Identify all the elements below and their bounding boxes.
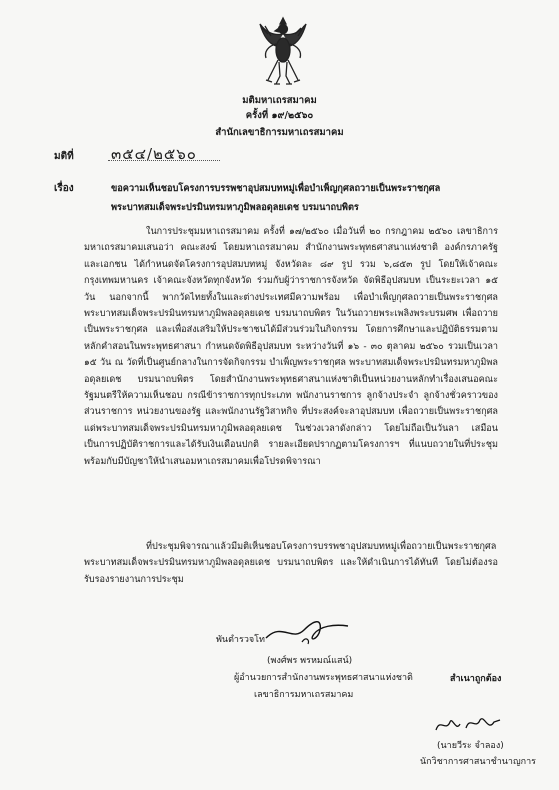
certified-label: สำเนาถูกต้อง (450, 674, 502, 684)
body-paragraph-1: ในการประชุมมหาเถรสมาคม ครั้งที่ ๑๗/๒๕๖๐ เมื่อวันที่ ๒๐ กรกฎาคม ๒๕๖๐ เลขาธิการมหาเถรสมาคมเสนอว่า คณะสงฆ์ โดยมหาเถรสมาคม สำนักงานพระพุทธศาสนาแห่งชาติ องค์กรภาครัฐ และเอกชน ได้กำหนดจัดโครงการอุปสมบทหมู่ จังหวัดละ ๘๙ รูป รวม ๖,๘๕๓ รูป โดยให้เจ้าคณะกรุงเทพมหานคร เจ้าคณะจังหวัดทุกจังหวัด ร่วมกับผู้ว่าราชการจังหวัด จัดพิธีอุปสมบท เป็นระยะเวลา ๑๕ วัน นอกจากนี้ พากวัดไทยทั้งในและต่างประเทศมีความพร้อม เพื่อบำเพ็ญกุศลถวายเป็นพระราชกุศล พระบาทสมเด็จพระปรมินทรมหาภูมิพลอดุลยเดช บรมนาถบพิตร ในวันถวายพระเพลิงพระบรมศพ เพื่อถวายเป็นพระราชกุศล และเพื่อส่งเสริมให้ประชาชนได้มีส่วนร่วมในกิจกรรม โดยการศึกษาและปฏิบัติธรรมตามหลักคำสอนในพระพุทธศาสนา กำหนดจัดพิธีอุปสมบท ระหว่างวันที่ ๑๖ - ๓๐ ตุลาคม ๒๕๖๐ รวมเป็นเวลา ๑๕ วัน ณ วัดที่เป็นศูนย์กลางในการจัดกิจกรรม บำเพ็ญพระราชกุศล พระบาทสมเด็จพระปรมินทรมหาภูมิพลอดุลยเดช บรมนาถบพิตร โดยสำนักงานพระพุทธศาสนาแห่งชาติเป็นหน่วยงานหลักทำเรื่องเสนอคณะรัฐมนตรีให้ความเห็นชอบ กรณีข้าราชการทุกประเภท พนักงานราชการ ลูกจ้างประจำ ลูกจ้างชั่วคราวของส่วนราชการ หน่วยงานของรัฐ และพนักงานรัฐวิสาหกิจ ที่ประสงค์จะลาอุปสมบท เพื่อถวายเป็นพระราชกุศล แด่พระบาทสมเด็จพระปรมินทรมหาภูมิพลอดุลยเดช ในช่วงเวลาดังกล่าว โดยไม่ถือเป็นวันลา เสมือนเป็นการปฏิบัติราชการและได้รับเงินเดือนปกติ รายละเอียดปรากฏตามโครงการฯ ที่แนบถวายในที่ประชุม พร้อมกับมีบัญชาให้นำเสนอมหาเถรสมาคมเพื่อโปรดพิจารณา (84, 227, 498, 467)
garuda-emblem (258, 14, 308, 86)
council-title: มติมหาเถรสมาคม (242, 95, 317, 106)
certified-name: (นายวีระ จำลอง) (437, 741, 504, 751)
body-paragraph-2: ที่ประชุมพิจารณาแล้วมีมติเห็นชอบโครงการบรรพชาอุปสมบทหมู่เพื่อถวายเป็นพระราชกุศล พระบาทสมเด็จพระปรมินทรมหาภูมิพลอดุลยเดช บรมนาถบพิตร และให้ดำเนินการได้ทันที โดยไม่ต้องรอรับรองรายงานการประชุม (84, 542, 498, 585)
subject-line-1: ขอความเห็นชอบโครงการบรรพชาอุปสมบทหมู่เพื่อบำเพ็ญกุศลถวายเป็นพระราชกุศล (111, 183, 441, 194)
session-number: ครั้งที่ ๑๙/๒๕๖๐ (245, 110, 314, 121)
subject-line-2: พระบาทสมเด็จพระปรมินทรมหาภูมิพลอดุลยเดช บรมนาถบพิตร (111, 202, 359, 213)
certified-title: นักวิชาการศาสนาชำนาญการ (420, 757, 536, 767)
signatory-rank: พันตำรวจโท (216, 635, 265, 645)
signatory-title-1: ผู้อำนวยการสำนักงานพระพุทธศาสนาแห่งชาติ (234, 673, 413, 683)
handwritten-signature (262, 612, 352, 648)
signatory-name: (พงศ์พร พรหมณ์แสน์) (267, 656, 353, 666)
subject-label: เรื่อง (54, 183, 74, 194)
resolution-label: มติที่ (54, 151, 74, 162)
office-name: สำนักเลขาธิการมหาเถรสมาคม (215, 127, 344, 138)
certification-signature (432, 710, 504, 738)
signatory-title-2: เลขาธิการมหาเถรสมาคม (254, 690, 354, 700)
resolution-number: ๓๕๔/๒๕๖๐ (111, 145, 197, 163)
resolution-number-underline (108, 160, 220, 161)
